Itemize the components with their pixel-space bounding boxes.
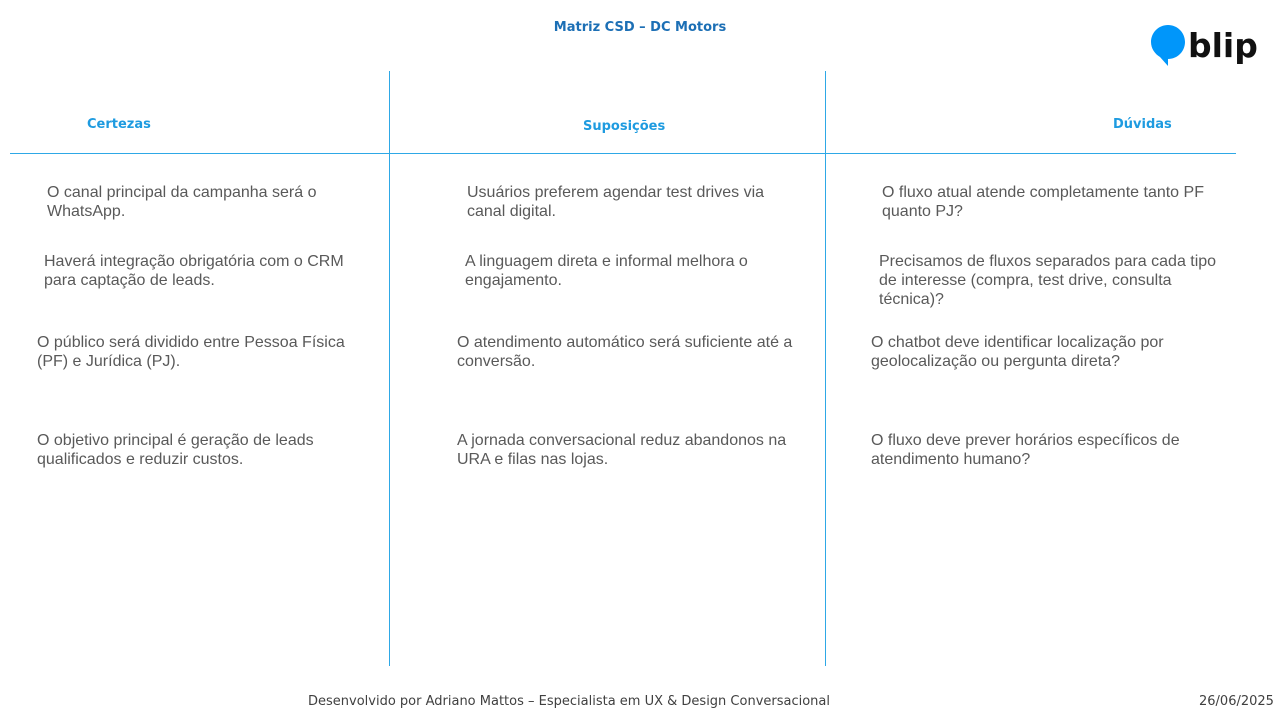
duvida-item: O chatbot deve identificar localização por geolocalização ou pergunta direta?: [871, 334, 1164, 370]
logo-wordmark: blip: [1188, 26, 1258, 65]
speech-bubble-icon: [1151, 25, 1185, 66]
column-header-suposicoes: Suposições: [583, 119, 666, 134]
footer-date: 26/06/2025: [1199, 694, 1274, 709]
suposicao-item: Usuários preferem agendar test drives via canal digital.: [467, 184, 765, 220]
footer-credit: Desenvolvido por Adriano Mattos – Especialista em UX & Design Conversacional: [308, 694, 830, 709]
suposicao-item: O atendimento automático será suficiente até a conversão.: [457, 334, 793, 370]
column-divider-2: [825, 71, 826, 666]
certeza-item: O canal principal da campanha será o WhatsApp.: [47, 184, 317, 220]
column-header-duvidas: Dúvidas: [1113, 117, 1172, 132]
header-divider: [10, 153, 1236, 154]
blip-logo: [1150, 23, 1262, 69]
suposicao-item: A jornada conversacional reduz abandonos na URA e filas nas lojas.: [457, 432, 787, 468]
column-header-certezas: Certezas: [87, 117, 151, 132]
page-title: Matriz CSD – DC Motors: [553, 20, 727, 35]
certeza-item: O público será dividido entre Pessoa Física (PF) e Jurídica (PJ).: [37, 334, 345, 370]
duvida-item: O fluxo deve prever horários específicos de atendimento humano?: [871, 432, 1180, 468]
column-divider-1: [389, 71, 390, 666]
duvida-item: Precisamos de fluxos separados para cada tipo de interesse (compra, test drive, consulta técnica)?: [879, 253, 1217, 308]
suposicao-item: A linguagem direta e informal melhora o engajamento.: [465, 253, 748, 289]
certeza-item: O objetivo principal é geração de leads qualificados e reduzir custos.: [37, 432, 314, 468]
certeza-item: Haverá integração obrigatória com o CRM para captação de leads.: [44, 253, 344, 289]
duvida-item: O fluxo atual atende completamente tanto PF quanto PJ?: [882, 184, 1204, 220]
